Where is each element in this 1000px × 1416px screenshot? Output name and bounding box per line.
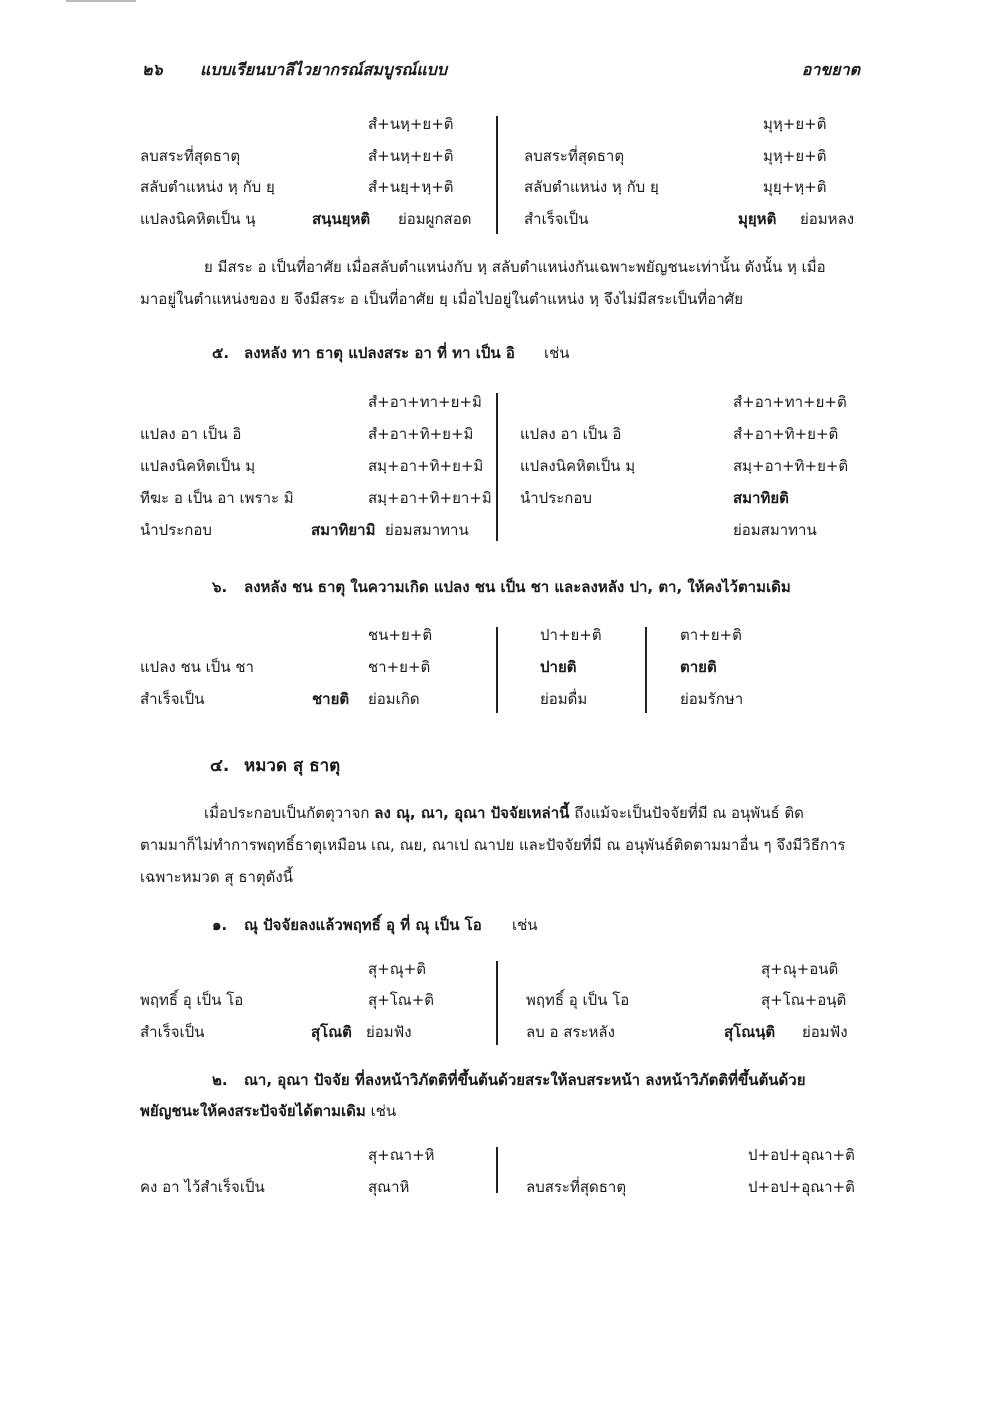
formula: มุหฺ+ย+ติ [763,147,827,165]
formula: ตา+ย+ติ [680,626,742,644]
step-label: แปลงนิคหิตเป็น มฺ [140,457,256,475]
formula: สํ+นหฺ+ย+ติ [368,115,454,133]
meaning: ย่อมรักษา [680,690,744,708]
step-label: ลบสระที่สุดธาตุ [526,1178,627,1196]
step-label: นำประกอบ [520,489,592,507]
formula: สํ+อา+ทิ+ย+ติ [733,425,839,443]
formula: สํ+นหฺ+ย+ติ [368,147,454,165]
formula: สํ+นยฺ+หฺ+ติ [368,178,454,196]
formula: สมฺ+อา+ทิ+ย+ติ [733,457,849,475]
meaning: ย่อมฟัง [802,1023,848,1041]
result-word: มุยฺหติ [738,210,777,228]
formula: สํ+อา+ทา+ย+มิ [368,393,482,411]
rule-heading-cont [140,1104,396,1119]
formula: สุ+โณ+อนฺติ [761,991,847,1009]
formula: ชน+ย+ติ [368,626,433,644]
book-title: แบบเรียนบาลีไวยากรณ์สมบูรณ์แบบ [200,60,447,79]
rule-suffix: เช่น [370,1102,397,1120]
paragraph-line: มาอยู่ในตำแหน่งของ ย จึงมีสระ อ เป็นที่อาศัย ยฺ เมื่อไปอยู่ในตำแหน่ง หฺ จึงไม่มีสระเป็นที่อาศัย [140,290,743,308]
step-label: พฤทธิ์ อุ เป็น โอ [526,991,630,1009]
rule-heading: ณุ ปัจจัยลงแล้วพฤทธิ์ อุ ที่ ณุ เป็น โอ [244,916,482,934]
rule-suffix: เช่น [544,344,570,362]
formula: ป+อป+อุณา+ติ [748,1146,855,1164]
result-word: ชายติ [312,690,350,708]
meaning: ย่อมสมาทาน [733,521,817,539]
meaning: ย่อมดื่ม [540,690,588,708]
formula: สุ+ณุ+อนติ [761,960,839,978]
formula: สมฺ+อา+ทิ+ยา+มิ [368,489,492,507]
formula: มุยฺ+หฺ+ติ [763,178,827,196]
result-word: สมาทิยติ [733,489,789,507]
result-word: สนฺนยฺหติ [312,210,371,228]
meaning: ย่อมเกิด [368,690,420,708]
step-label: แปลง อา เป็น อิ [140,425,242,443]
paragraph-line: ย มีสระ อ เป็นที่อาศัย เมื่อสลับตำแหน่งกับ หฺ สลับตำแหน่งกันเฉพาะพยัญชนะเท่านั้น ดังนั้น หฺ เมื่อ [204,258,826,276]
section-heading: หมวด สุ ธาตุ [244,756,341,776]
rule-number: ๖. [212,578,228,596]
rule-suffix: เช่น [512,916,538,934]
step-label: สลับตำแหน่ง หฺ กับ ยฺ [524,178,659,196]
section-title: อาขยาต [801,60,860,79]
paragraph-line [204,806,804,821]
step-label: ลบ อ สระหลัง [526,1023,615,1041]
step-label: สำเร็จเป็น [140,690,205,708]
paragraph-text: เมื่อประกอบเป็นกัตตุวาจก [204,804,370,822]
formula: สุ+ณุ+ติ [368,960,426,978]
step-label: สำเร็จเป็น [524,210,589,228]
formula: สํ+อา+ทิ+ย+มิ [368,425,474,443]
rule-heading: พยัญชนะให้คงสระปัจจัยได้ตามเดิม [140,1102,366,1120]
page-number: ๒๖ [142,60,163,79]
result-word: สุโณนฺติ [724,1023,776,1041]
result-word: ปายติ [540,658,577,676]
step-label: พฤทธิ์ อุ เป็น โอ [140,991,244,1009]
formula: ปา+ย+ติ [540,626,602,644]
result: สุณาหิ [368,1178,410,1196]
rule-number: ๒. [212,1071,228,1089]
step-label: แปลงนิคหิตเป็น นฺ [140,210,256,228]
step-label: นำประกอบ [140,521,212,539]
rule-heading: ณา, อุณา ปัจจัย ที่ลงหน้าวิภัตติที่ขึ้นต้นด้วยสระให้ลบสระหน้า ลงหน้าวิภัตติที่ขึ้นต้นด้วย [244,1071,806,1089]
section-number: ๔. [210,756,230,776]
column-divider [496,116,498,234]
rule-number: ๕. [212,344,230,362]
step-label: ลบสระที่สุดธาตุ [524,147,625,165]
scan-edge-line [66,0,136,2]
paragraph-line: เฉพาะหมวด สุ ธาตุดังนี้ [140,868,293,886]
formula: ชา+ย+ติ [368,658,431,676]
formula: สํ+อา+ทา+ย+ติ [733,393,847,411]
column-divider [645,627,647,713]
step-label: สำเร็จเป็น [140,1023,205,1041]
paragraph-text: ถึงแม้จะเป็นปัจจัยที่มี ณ อนุพันธ์ ติด [574,804,804,822]
rule-number: ๑. [212,916,228,934]
step-label: แปลง ชน เป็น ชา [140,658,254,676]
formula: ป+อป+อุณา+ติ [748,1178,855,1196]
step-label: คง อา ไว้สำเร็จเป็น [140,1178,265,1196]
meaning: ย่อมผูกสอด [398,210,472,228]
step-label: แปลงนิคหิตเป็น มฺ [520,457,636,475]
formula: สุ+ณา+หิ [368,1146,435,1164]
result-word: สมาทิยามิ [311,521,376,539]
column-divider [496,961,498,1045]
step-label: ทีฆะ อ เป็น อา เพราะ มิ [140,489,294,507]
step-label: สลับตำแหน่ง หฺ กับ ยฺ [140,178,275,196]
meaning: ย่อมหลง [800,210,855,228]
formula: สุ+โณ+ติ [368,991,435,1009]
meaning: ย่อมฟัง [366,1023,412,1041]
step-label: แปลง อา เป็น อิ [520,425,622,443]
paragraph-line: ตามมาก็ไม่ทำการพฤทธิ์ธาตุเหมือน เณ, ณย, ณาเป ณาปย และปัจจัยที่มี ณ อนุพันธ์ติดตามมาอื่น ๆ จึงมีวิธีการ [140,836,846,854]
formula: สมฺ+อา+ทิ+ย+มิ [368,457,484,475]
step-label: ลบสระที่สุดธาตุ [140,147,241,165]
column-divider [496,393,498,541]
rule-heading: ลงหลัง ทา ธาตุ แปลงสระ อา ที่ ทา เป็น อิ [244,344,515,362]
formula: มุหฺ+ย+ติ [763,115,827,133]
rule-heading: ลงหลัง ชน ธาตุ ในความเกิด แปลง ชน เป็น ชา และลงหลัง ปา, ตา, ให้คงไว้ตามเดิม [244,578,791,596]
meaning: ย่อมสมาทาน [385,521,469,539]
result-word: ตายติ [680,658,717,676]
paragraph-emphasis: ลง ณุ, ณา, อุณา ปัจจัยเหล่านี้ [374,804,570,822]
column-divider [496,627,498,713]
result-word: สุโณติ [311,1023,352,1041]
column-divider [496,1147,498,1193]
